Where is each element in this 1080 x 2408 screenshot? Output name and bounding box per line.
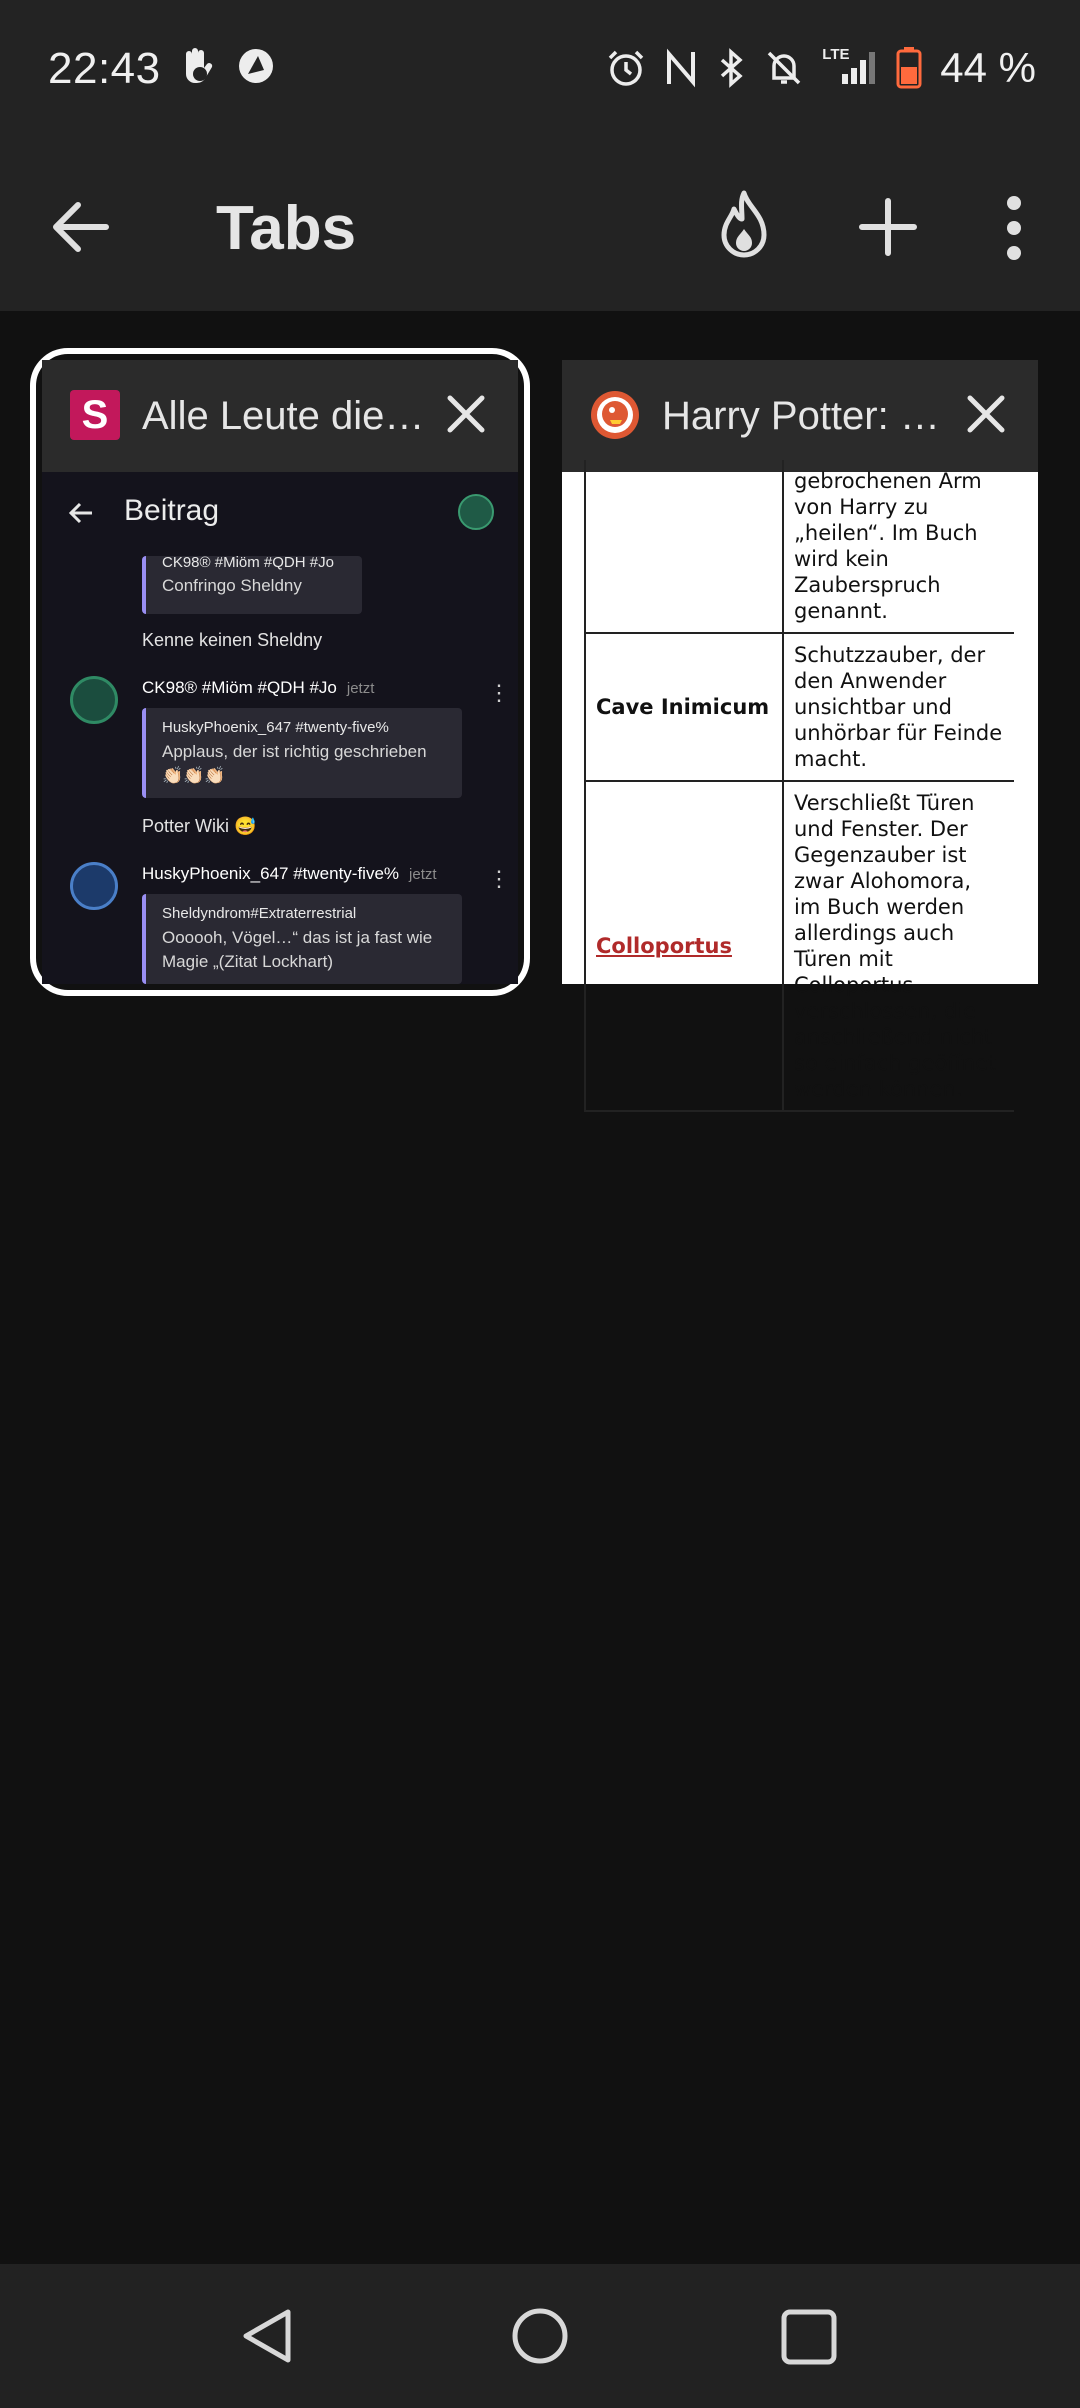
- notifications-off-icon: [764, 48, 804, 88]
- quote: [142, 708, 462, 798]
- status-time: 22:43: [48, 44, 161, 93]
- cellular-signal-icon: [822, 48, 878, 88]
- tab-card-2[interactable]: [562, 360, 1038, 1101]
- message-menu-icon[interactable]: ⋮: [488, 866, 510, 891]
- nav-back-icon[interactable]: [236, 2304, 300, 2368]
- table-row: [585, 633, 1014, 781]
- tabs-toolbar: [0, 145, 1080, 311]
- app-notification-icon: [236, 46, 276, 86]
- status-bar: [0, 0, 1080, 145]
- avatar: [70, 862, 118, 910]
- description-cell: Schutzzauber, der den Anwender unsichtbar und unhörbar für Feinde macht.: [783, 633, 1014, 781]
- nav-recents-icon[interactable]: [780, 2304, 838, 2364]
- sos-hand-icon: [178, 46, 214, 86]
- battery-percent: 44 %: [940, 44, 1036, 91]
- spell-link: Colloportus: [596, 934, 732, 958]
- tab-header: [42, 360, 518, 472]
- avatar: [70, 676, 118, 724]
- spell-name: Cave Inimicum: [596, 695, 770, 719]
- quote-text: Confringo Sheldny: [162, 576, 302, 595]
- back-arrow-icon[interactable]: [48, 195, 112, 259]
- quote: [142, 894, 462, 984]
- quote-text: Applaus, der ist richtig geschrieben👏🏻👏🏻👏🏻: [162, 742, 427, 785]
- nav-home-icon[interactable]: [510, 2304, 570, 2364]
- fire-icon[interactable]: [712, 189, 776, 261]
- nfc-icon: [664, 48, 698, 88]
- message-text: Potter Wiki 😅: [142, 816, 257, 836]
- new-tab-plus-icon[interactable]: [856, 195, 920, 259]
- bluetooth-icon: [716, 48, 746, 88]
- network-type: LTE: [822, 46, 850, 63]
- close-tab-icon[interactable]: [444, 392, 488, 436]
- site-favicon-icon: [70, 390, 120, 440]
- message-time: jetzt: [409, 866, 437, 883]
- chat-header: Beitrag: [124, 494, 220, 527]
- message-author: [142, 864, 437, 884]
- description-cell: gebrochenen Arm von Harry zu „heilen“. Im Buch wird kein Zauberspruch genannt.: [783, 460, 1014, 633]
- table-row: [585, 781, 1014, 1111]
- tab-title: Harry Potter: …: [662, 394, 940, 438]
- message-menu-icon[interactable]: ⋮: [488, 680, 510, 705]
- message-author: [142, 678, 374, 698]
- duckduckgo-icon: [590, 390, 640, 440]
- description-cell: Verschließt Türen und Fenster. Der Gegenzauber ist zwar Alohomora, im Buch werden allerdings auch Türen mit Colloportus verschlossen, die anschließend nicht so einfach geöffnet werden können.: [783, 781, 1014, 1111]
- tab-title: Alle Leute die…: [142, 394, 425, 438]
- alarm-icon: [606, 48, 646, 88]
- table-row: [585, 460, 1014, 633]
- avatar: [458, 494, 494, 530]
- tab-card-1[interactable]: [30, 348, 530, 996]
- quote: [142, 556, 362, 614]
- more-vert-icon[interactable]: [1000, 193, 1028, 263]
- quote-author: CK98® #Miöm #QDH #Jo: [162, 554, 334, 571]
- back-arrow-icon: [68, 500, 94, 526]
- page-title: Tabs: [216, 194, 357, 263]
- message-time: jetzt: [346, 680, 375, 697]
- author-name: HuskyPhoenix_647 #twenty-five%: [142, 864, 400, 883]
- tab-preview-chat: [42, 472, 518, 984]
- tab-preview-document: [562, 469, 1038, 1101]
- battery-icon: [896, 47, 922, 89]
- close-tab-icon[interactable]: [964, 392, 1008, 436]
- system-nav-bar: [0, 2264, 1080, 2408]
- message-text: Kenne keinen Sheldny: [142, 630, 323, 650]
- spells-table: [584, 460, 1014, 1112]
- quote-text: Oooooh, Vögel…“ das ist ja fast wie Magie „(Zitat Lockhart): [162, 928, 433, 971]
- quote-author: HuskyPhoenix_647 #twenty-five%: [162, 719, 389, 736]
- author-name: CK98® #Miöm #QDH #Jo: [142, 678, 337, 697]
- spell-cell: [585, 460, 783, 633]
- quote-author: Sheldyndrom#Extraterrestrial: [162, 905, 357, 922]
- tab-header: [562, 360, 1038, 472]
- spell-cell: [585, 633, 783, 781]
- favicon-letter: S: [81, 392, 109, 437]
- spell-cell: [585, 781, 783, 1111]
